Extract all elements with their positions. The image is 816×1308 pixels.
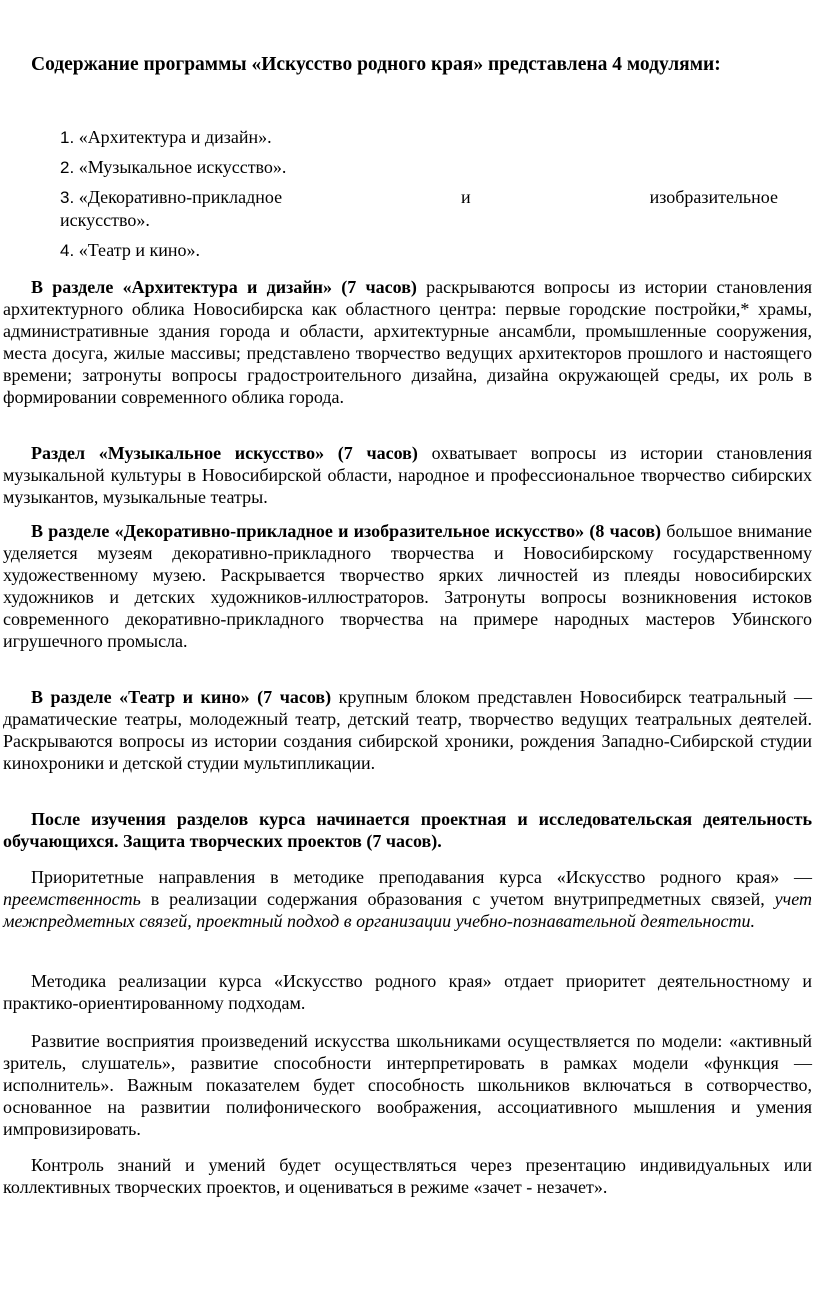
control-paragraph: Контроль знаний и умений будет осуществляться через презентацию индивидуальных или коллективных творческих проектов, и оцениваться в режиме «зачет - незачет».: [3, 1155, 812, 1197]
section-theatre: В разделе «Театр и кино» (7 часов) крупным блоком представлен Новосибирск театральный — драматические театры, молодежный театр, детский театр, творчество ведущих театральных деятелей. Раскрываются вопросы из истории создания сибирской хроники, рождения Западно-Сибирской студии кинохроники и детской студии мультипликации.: [3, 687, 812, 773]
method-paragraph: Методика реализации курса «Искусство родного края» отдает приоритет деятельностному и практико-ориентированному подходам.: [3, 971, 812, 1013]
module-list: [60, 126, 778, 262]
section-decorative: В разделе «Декоративно-прикладное и изобразительное искусство» (8 часов) большое внимание уделяется музеям декоративно-прикладного творчества и Новосибирскому государственному художественному музею. Раскрывается творчество ярких личностей из плеяды новосибирских художников и детских художников-иллюстраторов. Затронуты вопросы возникновения истоков современного декоративно-прикладного творчества на примере народных мастеров Убинского игрушечного промысла.: [3, 521, 812, 651]
section-music: Раздел «Музыкальное искусство» (7 часов) охватывает вопросы из истории становления музыкальной культуры в Новосибирской области, народное и профессиональное творчество сибирских музыкантов, музыкальные театры.: [3, 443, 812, 507]
perception-paragraph: Развитие восприятия произведений искусства школьниками осуществляется по модели: «активный зритель, слушатель», развитие способности интерпретировать в рамках модели «функция — исполнитель». Важным показателем будет способность школьников включаться в сотворчество, основанное на развитии полифонического воображения, ассоциативного мышления и умения импровизировать.: [3, 1031, 812, 1139]
list-item: 2. «Музыкальное искусство».: [60, 157, 287, 177]
priorities-paragraph: Приоритетные направления в методике преподавания курса «Искусство родного края» — преемственность в реализации содержания образования с учетом внутрипредметных связей, учет межпредметных связей, проектный подход в организации учебно-познавательной деятельности.: [3, 867, 812, 931]
document-title: Содержание программы «Искусство родного края» представлена 4 модулями:: [31, 54, 721, 75]
section-projects: После изучения разделов курса начинается проектная и исследовательская деятельность обучающихся. Защита творческих проектов (7 часов).: [3, 809, 812, 851]
list-item: 1. «Архитектура и дизайн».: [60, 127, 272, 147]
section-architecture: В разделе «Архитектура и дизайн» (7 часов) раскрываются вопросы из истории становления архитектурного облика Новосибирска как областного центра: первые городские постройки,* храмы, административные здания города и области, архитектурные ансамбли, промышленные сооружения, места досуга, жилые массивы; представлено творчество ведущих архитекторов прошлого и настоящего времени; затронуты вопросы градостроительного дизайна, дизайна окружающей среды, их роль в формировании современного облика города.: [3, 277, 812, 407]
list-item: 3. «Декоративно-прикладное и изобразительное искусство».: [60, 187, 778, 230]
list-item: 4. «Театр и кино».: [60, 240, 200, 260]
